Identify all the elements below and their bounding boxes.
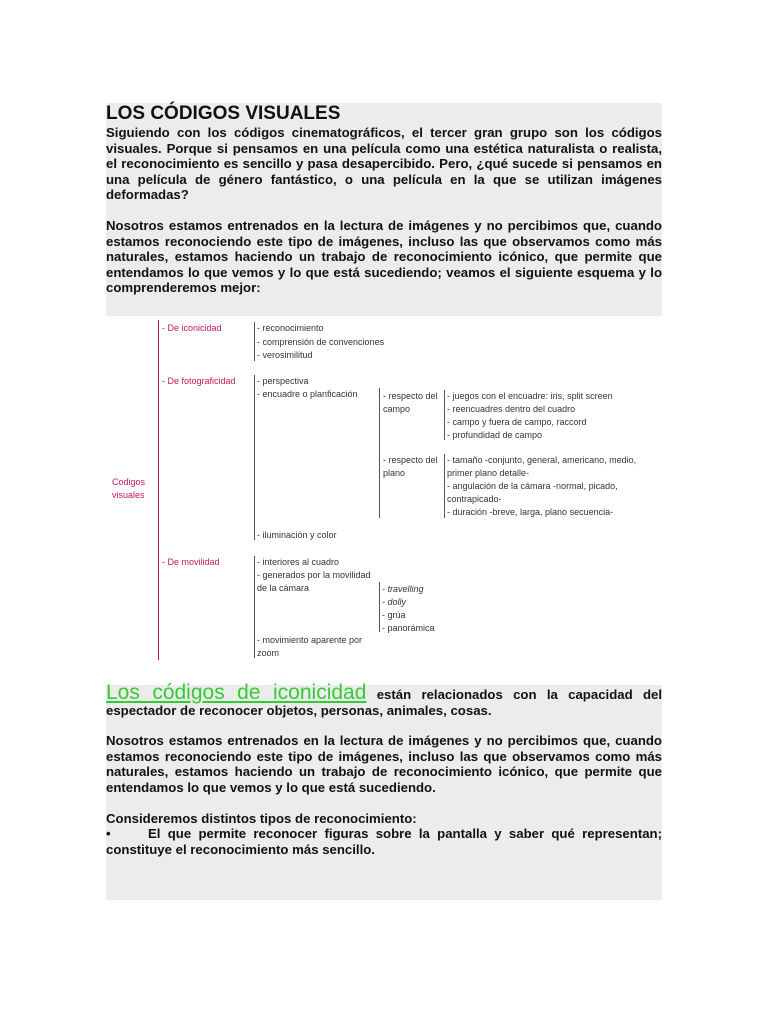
camera-item: - grúa (382, 610, 406, 620)
iconicity-link[interactable]: Los códigos de iconicidad (106, 681, 367, 704)
root-bracket (158, 320, 159, 660)
generados-item: - generados por la movilidad de la cámara (257, 570, 371, 593)
movilidad-label: - De movilidad (162, 557, 220, 567)
plano-item: - duración -breve, larga, plano secuencia- (447, 507, 614, 517)
camera-item: - travelling (382, 584, 424, 594)
zoom-item: - movimiento aparente por zoom (257, 635, 363, 658)
fotograficidad-label: - De fotograficidad (162, 376, 236, 386)
diagram-root-label: Codigos visuales (112, 477, 146, 500)
plano-label: - respecto del plano (383, 455, 438, 478)
plano-item: - tamaño -conjunto, general, americano, medio, primer plano detalle- (447, 455, 637, 478)
iconicity-paragraph: Nosotros estamos entrenados en la lectura de imágenes y no percibimos que, cuando estamos reconociendo este tipo de imágenes, incluso las que observamos como más naturales, estamos haciendo un trabajo de reconocimiento icónico, que permite que entendamos lo que vemos y lo que está sucediendo. (106, 733, 662, 795)
iconicidad-item: - verosimilitud (257, 350, 313, 360)
bullet-item (106, 826, 662, 857)
encuadre-item: - encuadre o planficación (257, 389, 358, 399)
intro-paragraph: Siguiendo con los códigos cinematográficos, el tercer gran grupo son los códigos visuales. Porque si pensamos en una película como una estética naturalista o realista, el reconocimiento es sencillo y pasa desapercibido. Pero, ¿qué sucede si pensamos en una película de género fantástico, o una película en la que se utilizan imágenes deformadas? (106, 125, 662, 203)
iconicidad-item: - reconocimiento (257, 323, 324, 333)
second-paragraph: Nosotros estamos entrenados en la lectura de imágenes y no percibimos que, cuando estamos reconociendo este tipo de imágenes, incluso las que observamos como más naturales, estamos haciendo un trabajo de reconocimiento icónico, que permite que entendamos lo que vemos y lo que está sucediendo; veamos el siguiente esquema y lo comprenderemos mejor: (106, 217, 662, 296)
iconicidad-bracket (254, 322, 255, 361)
plano-item: - angulación de la cámara -normal, picado, contrapicado- (447, 481, 618, 504)
camera-item: - panorámica (382, 623, 435, 633)
interiores-item: - interiores al cuadro (257, 557, 340, 567)
iconicity-section (106, 681, 662, 900)
movilidad-bracket (254, 556, 255, 658)
perspectiva-item: - perspectiva (257, 376, 309, 386)
bullet-text: El que permite reconocer figuras sobre la pantalla y saber qué representan; constituye el reconocimiento más sencillo. (106, 826, 662, 857)
page-title: LOS CÓDIGOS VISUALES (106, 103, 341, 124)
iconicidad-label: - De iconicidad (162, 323, 222, 333)
encuadre-bracket (379, 388, 380, 518)
intro-section (106, 103, 662, 316)
campo-item: - campo y fuera de campo, raccord (447, 417, 587, 427)
fotograficidad-bracket (254, 375, 255, 540)
iluminacion-item: - iluminación y color (257, 530, 337, 540)
campo-item: - reencuadres dentro del cuadro (447, 404, 576, 414)
bullet-icon: • (106, 826, 111, 842)
camera-bracket (379, 582, 380, 632)
camera-item: - dolly (382, 597, 407, 607)
campo-label: - respecto del campo (383, 391, 438, 414)
plano-bracket (444, 454, 445, 518)
iconicity-intro-text: están relacionados con la capacidad del espectador de reconocer objetos, personas, animales, cosas. (106, 687, 662, 718)
campo-item: - juegos con el encuadre: iris, split screen (447, 391, 613, 401)
visual-codes-diagram (106, 316, 662, 662)
recognition-heading: Consideremos distintos tipos de reconocimiento: (106, 810, 417, 826)
iconicity-intro (106, 681, 662, 718)
campo-item: - profundidad de campo (447, 430, 543, 440)
campo-bracket (444, 390, 445, 440)
iconicidad-item: - comprensión de convenciones (257, 337, 385, 347)
